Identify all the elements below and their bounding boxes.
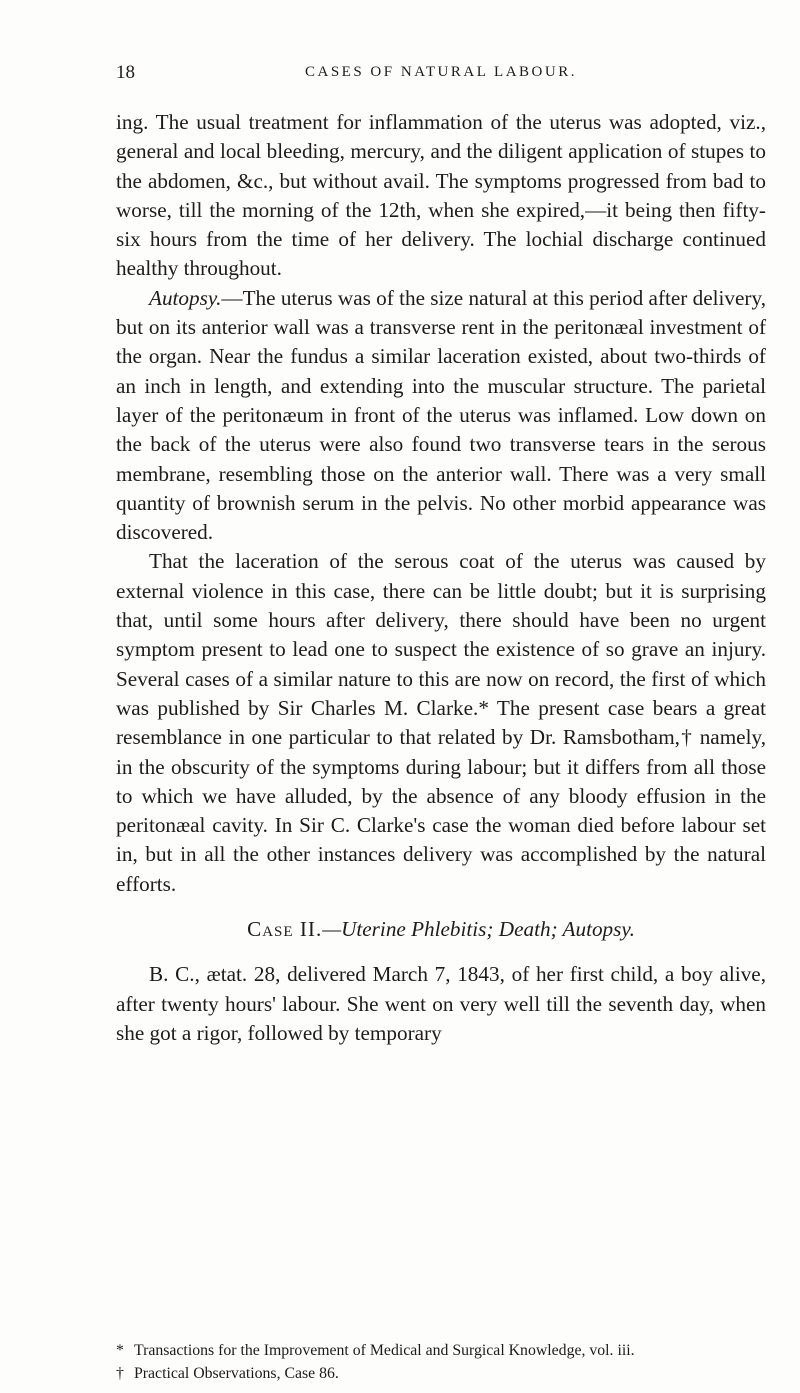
footnote-2 xyxy=(116,1362,766,1385)
running-title: CASES OF NATURAL LABOUR. xyxy=(305,64,577,80)
paragraph-case-history: B. C., ætat. 28, delivered March 7, 1843, of her first child, a boy alive, after twenty hours' labour. She went on very well till the seventh day, when she got a rigor, followed by temporary xyxy=(116,962,766,1045)
footnote-1-mark: * xyxy=(116,1342,124,1359)
body-text xyxy=(116,108,766,1048)
footnotes xyxy=(116,1339,766,1385)
page-number: 18 xyxy=(116,62,135,83)
footnote-1-text: Transactions for the Improvement of Medical and Surgical Knowledge, vol. iii. xyxy=(134,1342,635,1359)
case-title: —Uterine Phlebitis; Death; Autopsy. xyxy=(322,917,635,942)
case-label: Case II. xyxy=(247,917,323,942)
footnote-2-text: Practical Observations, Case 86. xyxy=(134,1365,339,1382)
footnote-1 xyxy=(116,1339,766,1362)
autopsy-lead: Autopsy. xyxy=(149,285,222,310)
paragraph-discussion: That the laceration of the serous coat of the uterus was caused by external violence in this case, there can be little doubt; but it is surprising that, until some hours after delivery, there should have been no urgent symptom present to lead one to suspect the existence of so grave an injury. Several cases of a similar nature to this are now on record, the first of which was published by Sir Charles M. Clarke.* The present case bears a great resemblance in one particular to that related by Dr. Ramsbotham,† namely, in the obscurity of the symptoms during labour; but it differs from all those to which we have alluded, by the absence of any bloody effusion in the peritonæal cavity. In Sir C. Clarke's case the woman died before labour set in, but in all the other instances delivery was accomplished by the natural efforts. xyxy=(116,549,766,896)
case-heading xyxy=(116,915,766,944)
paragraph-autopsy xyxy=(116,284,766,548)
running-head xyxy=(116,62,766,92)
autopsy-text: —The uterus was of the size natural at this period after delivery, but on its anterior wall was a transverse rent in the peritonæal investment of the organ. Near the fundus a similar laceration existed, about two-thirds of an inch in length, and extending into the muscular structure. The parietal layer of the peritonæum in front of the uterus was inflamed. Low down on the back of the uterus were also found two transverse tears in the serous membrane, resembling those on the anterior wall. There was a very small quantity of brownish serum in the pelvis. No other morbid appearance was discovered. xyxy=(116,285,766,545)
paragraph-continued-treatment: ing. The usual treatment for inflammation of the uterus was adopted, viz., general and local bleeding, mercury, and the diligent application of stupes to the abdomen, &c., but without avail. The symptoms progressed from bad to worse, till the morning of the 12th, when she expired,—it being then fifty-six hours from the time of her delivery. The lochial discharge continued healthy throughout. xyxy=(116,110,766,281)
footnote-2-mark: † xyxy=(116,1365,124,1382)
